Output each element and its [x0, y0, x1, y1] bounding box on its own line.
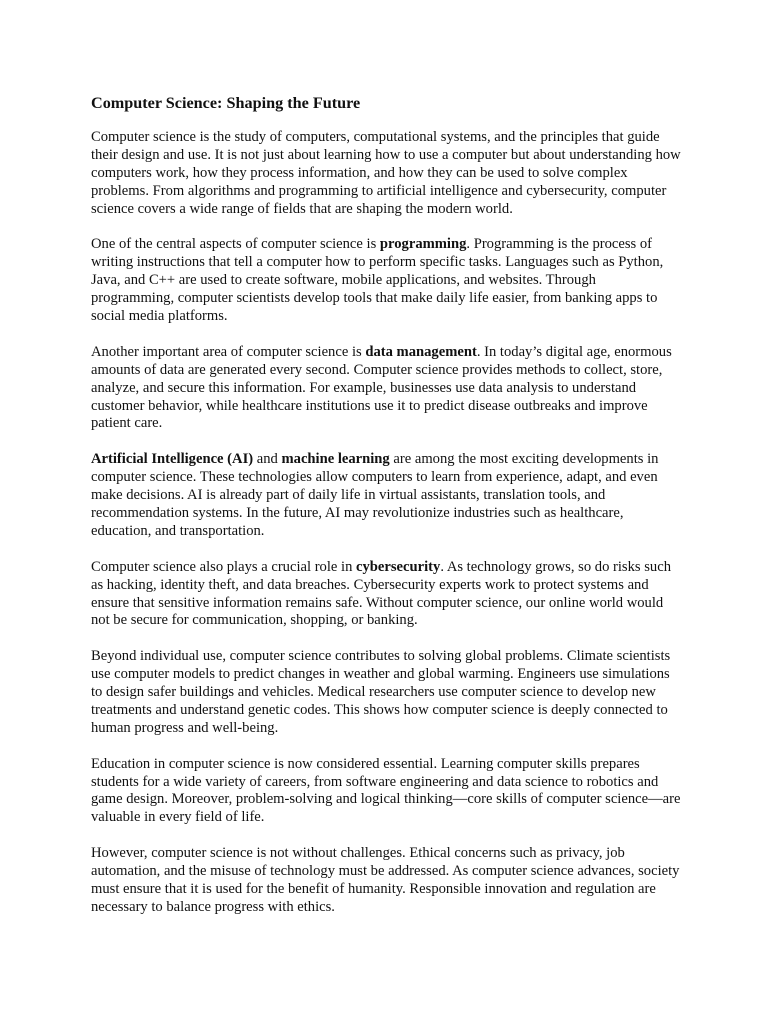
paragraph-text: One of the central aspects of computer science is [91, 236, 380, 253]
paragraph-data-management [91, 344, 681, 434]
paragraph-challenges [91, 845, 681, 917]
paragraph-cybersecurity [91, 559, 681, 631]
paragraph-text: Computer science is the study of computers, computational systems, and the principles that guide their design and use. It is not just about learning how to use a computer but about understanding how computers work, how they process information, and how they can be used to solve complex problems. From algorithms and programming to artificial intelligence and cybersecurity, computer science covers a wide range of fields that are shaping the modern world. [91, 129, 681, 217]
paragraph-text: and [253, 451, 282, 468]
paragraph-text: are among the most exciting developments in computer science. These technologies allow computers to learn from experience, adapt, and even make decisions. AI is already part of daily life in virtual assistants, translation tools, and recommendation systems. In the future, AI may revolutionize industries such as healthcare, education, and transportation. [91, 451, 659, 539]
bold-term-machine-learning: machine learning [281, 451, 390, 468]
paragraph-text: Education in computer science is now considered essential. Learning computer skills prepares students for a wide variety of careers, from software engineering and data science to robotics and game design. Moreover, problem-solving and logical thinking—core skills of computer science—are valuable in every field of life. [91, 755, 681, 826]
paragraph-text: Another important area of computer science is [91, 343, 366, 360]
paragraph-text: . As technology grows, so do risks such as hacking, identity theft, and data breaches. Cybersecurity experts work to protect systems and ensure that sensitive information remains safe. Without computer science, our online world would not be secure for communication, shopping, or banking. [91, 558, 671, 629]
bold-term-cybersecurity: cybersecurity [356, 558, 441, 575]
paragraph-introduction [91, 129, 681, 219]
paragraph-education [91, 756, 681, 828]
paragraph-ai [91, 451, 681, 541]
bold-term-ai: Artificial Intelligence (AI) [91, 451, 254, 468]
document-page [91, 93, 681, 935]
paragraph-text: Computer science also plays a crucial role in [91, 558, 357, 575]
paragraph-text: However, computer science is not without challenges. Ethical concerns such as privacy, job automation, and the misuse of technology must be addressed. As computer science advances, society must ensure that it is used for the benefit of humanity. Responsible innovation and regulation are necessary to balance progress with ethics. [91, 845, 680, 915]
paragraph-programming [91, 236, 681, 326]
document-title: Computer Science: Shaping the Future [91, 94, 361, 112]
paragraph-text: . In today’s digital age, enormous amounts of data are generated every second. Computer science provides methods to collect, store, analyze, and secure this information. For example, businesses use data analysis to understand customer behavior, while healthcare institutions use it to predict disease outbreaks and improve patient care. [91, 343, 672, 432]
paragraph-global-problems [91, 648, 681, 738]
bold-term-programming: programming [379, 236, 467, 253]
bold-term-data-management: data management [365, 343, 477, 360]
paragraph-text: . Programming is the process of writing instructions that tell a computer how to perform specific tasks. Languages such as Python, Java, and C++ are used to create software, mobile applications, and websites. Through programming, computer scientists develop tools that make daily life easier, from banking apps to social media platforms. [91, 236, 664, 325]
paragraph-text: Beyond individual use, computer science contributes to solving global problems. Climate scientists use computer models to predict changes in weather and global warming. Engineers use simulations to design safer buildings and vehicles. Medical researchers use computer science to develop new treatments and understand genetic codes. This shows how computer science is deeply connected to human progress and well-being. [91, 648, 671, 736]
